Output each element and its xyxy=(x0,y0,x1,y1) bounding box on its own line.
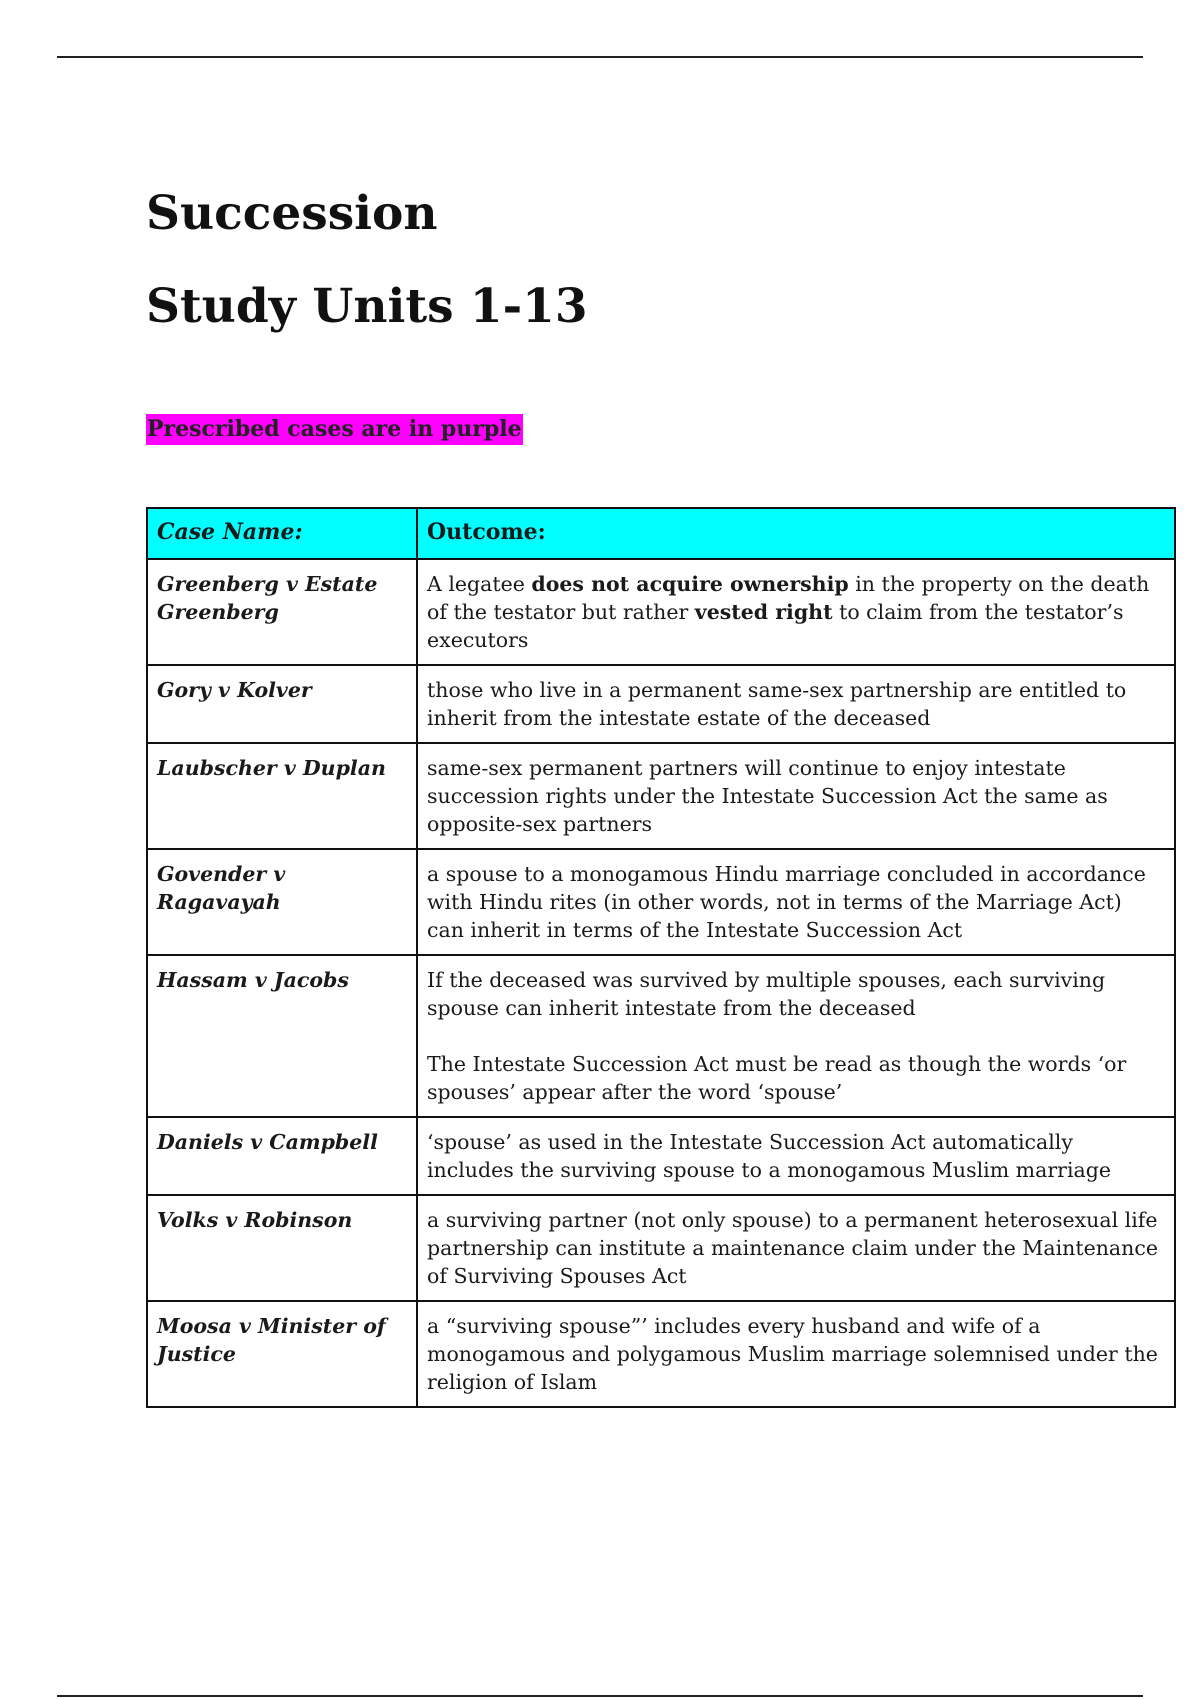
case-outcome: those who live in a permanent same-sex partnership are entitled to inherit from the intestate estate of the deceased xyxy=(417,665,1175,743)
case-outcome: same-sex permanent partners will continue to enjoy intestate succession rights under the Intestate Succession Act the same as opposite-sex partners xyxy=(417,743,1175,849)
header-rule xyxy=(57,56,1143,58)
case-name: Hassam v Jacobs xyxy=(147,955,417,1117)
outcome-text: in the property on the death of the testator but rather xyxy=(427,572,1150,624)
outcome-emphasis: does not acquire ownership xyxy=(531,572,849,596)
document-title: Succession xyxy=(146,186,438,241)
case-outcome: a surviving partner (not only spouse) to a permanent heterosexual life partnership can institute a maintenance claim under the Maintenance of Surviving Spouses Act xyxy=(417,1195,1175,1301)
header-outcome: Outcome: xyxy=(417,508,1175,559)
case-name: Volks v Robinson xyxy=(147,1195,417,1301)
table-row xyxy=(147,665,1175,743)
outcome-emphasis: vested right xyxy=(694,600,833,624)
header-case-name: Case Name: xyxy=(147,508,417,559)
case-name: Daniels v Campbell xyxy=(147,1117,417,1195)
cases-table xyxy=(146,507,1176,1408)
case-name: Laubscher v Duplan xyxy=(147,743,417,849)
outcome-paragraph: If the deceased was survived by multiple spouses, each surviving spouse can inherit intestate from the deceased xyxy=(427,968,1106,1020)
table-row xyxy=(147,955,1175,1117)
table-header-row xyxy=(147,508,1175,559)
case-outcome: a spouse to a monogamous Hindu marriage concluded in accordance with Hindu rites (in other words, not in terms of the Marriage Act) can inherit in terms of the Intestate Succession Act xyxy=(417,849,1175,955)
table-row xyxy=(147,849,1175,955)
table-row xyxy=(147,1195,1175,1301)
case-name: Moosa v Minister of Justice xyxy=(147,1301,417,1407)
case-outcome xyxy=(417,955,1175,1117)
case-outcome xyxy=(417,559,1175,665)
case-name: Greenberg v Estate Greenberg xyxy=(147,559,417,665)
outcome-paragraph: The Intestate Succession Act must be read as though the words ‘or spouses’ appear after the word ‘spouse’ xyxy=(427,1052,1127,1104)
case-outcome: a “surviving spouse”’ includes every husband and wife of a monogamous and polygamous Muslim marriage solemnised under the religion of Islam xyxy=(417,1301,1175,1407)
case-name: Govender v Ragavayah xyxy=(147,849,417,955)
outcome-text: A legatee xyxy=(427,572,532,596)
footer-rule xyxy=(57,1695,1143,1697)
table-row xyxy=(147,743,1175,849)
table-row xyxy=(147,1301,1175,1407)
outcome-text: to claim from the testator’s executors xyxy=(427,600,1124,652)
case-name: Gory v Kolver xyxy=(147,665,417,743)
document-subtitle: Study Units 1-13 xyxy=(146,279,588,334)
table-row xyxy=(147,1117,1175,1195)
case-outcome: ‘spouse’ as used in the Intestate Succession Act automatically includes the surviving spouse to a monogamous Muslim marriage xyxy=(417,1117,1175,1195)
prescribed-cases-note: Prescribed cases are in purple xyxy=(146,414,523,445)
table-row xyxy=(147,559,1175,665)
